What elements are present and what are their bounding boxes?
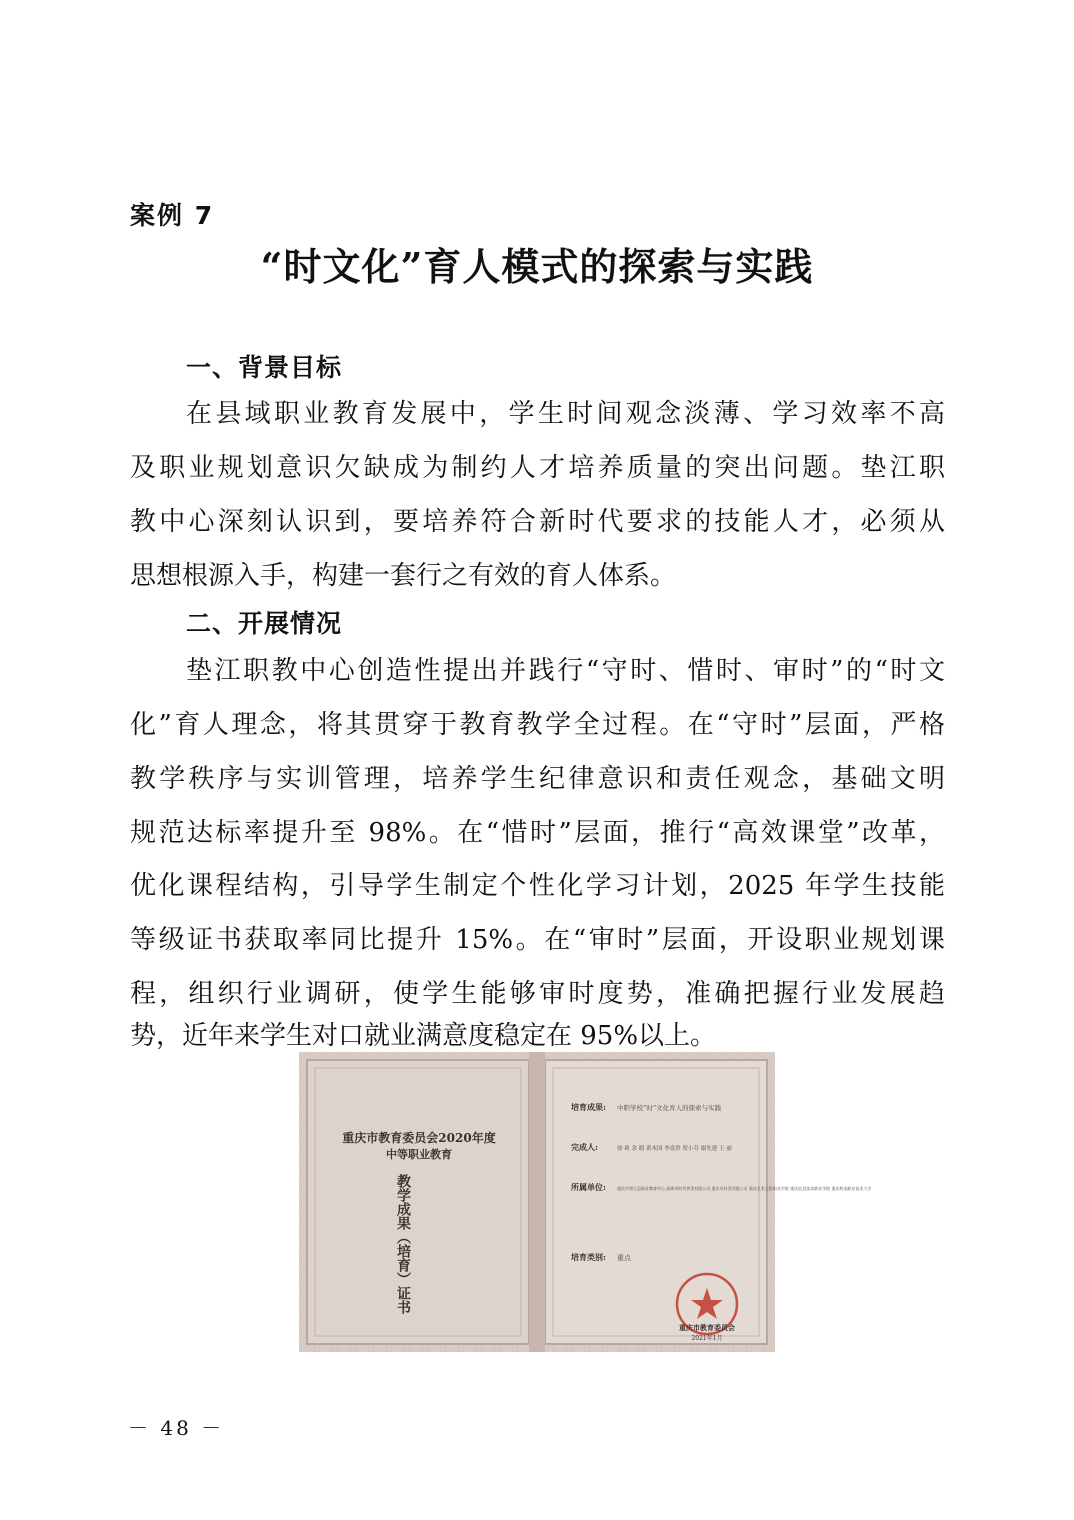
- certificate-left-title-2: 中等职业教育: [386, 1148, 452, 1161]
- certificate-row-label: 培育成果:: [571, 1102, 606, 1112]
- seal-date: 2021年1月: [691, 1335, 723, 1342]
- seal-issuer: 重庆市教育委员会: [679, 1323, 735, 1332]
- paragraph-line: 化”育人理念，将其贯穿于教育教学全过程。在“守时”层面，严格: [130, 710, 945, 740]
- certificate-row-label: 所属单位:: [571, 1182, 606, 1192]
- certificate-row-value: 重点: [617, 1254, 631, 1262]
- paragraph-line: 及职业规划意识欠缺成为制约人才培养质量的突出问题。垫江职: [130, 453, 945, 483]
- case-label: 案例 7: [130, 201, 215, 230]
- paragraph-line: 思想根源入手，构建一套行之有效的育人体系。: [130, 561, 677, 591]
- paragraph-line: 规范达标率提升至 98%。在“惜时”层面，推行“高效课堂”改革，: [130, 818, 945, 848]
- certificate-left-title-1: 重庆市教育委员会2020年度: [342, 1131, 496, 1145]
- paragraph-line: 等级证书获取率同比提升 15%。在“审时”层面，开设职业规划课: [130, 925, 945, 955]
- paragraph-line: 垫江职教中心创造性提出并践行“守时、惜时、审时”的“时文: [186, 656, 945, 686]
- certificate-photo: [299, 1052, 872, 1352]
- section-heading-background: 一、背景目标: [186, 353, 343, 382]
- paragraph-line: 在县域职业教育发展中，学生时间观念淡薄、学习效率不高: [186, 399, 945, 429]
- paragraph-line: 优化课程结构，引导学生制定个性化学习计划，2025 年学生技能: [130, 871, 945, 901]
- certificate-row-label: 完成人:: [571, 1142, 598, 1152]
- paragraph-line: 程，组织行业调研，使学生能够审时度势，准确把握行业发展趋: [130, 979, 945, 1009]
- certificate-row-value: 徐 莉 余 瑕 黄木国 李富贵 贺小芬 谢先建 王 丽: [617, 1146, 732, 1152]
- page-title: “时文化”育人模式的探索与实践: [260, 244, 814, 289]
- paragraph-line: 教中心深刻认识到，要培养符合新时代要求的技能人才，必须从: [130, 507, 945, 537]
- paragraph-line: 势，近年来学生对口就业满意度稳定在 95%以上。: [130, 1021, 717, 1051]
- certificate-row-value: 中职学校“时”文化育人的探索与实践: [617, 1104, 722, 1112]
- certificate-left-vertical-title: 教学成果（培育）证书: [395, 1174, 411, 1314]
- certificate-row-value: 重庆市垫江县职业教育中心 深圳市时代伊美有限公司 重庆市轩美有限公司 重庆艺术工程职业学院 重庆信息技术职业学院 重庆机电职业技术大学: [617, 1186, 872, 1191]
- certificate-left-page: [307, 1060, 529, 1344]
- page-number: － 48 －: [128, 1416, 225, 1440]
- certificate-row-label: 培育类别:: [571, 1252, 606, 1262]
- paragraph-line: 教学秩序与实训管理，培养学生纪律意识和责任观念，基础文明: [130, 764, 945, 794]
- section-heading-progress: 二、开展情况: [186, 609, 343, 638]
